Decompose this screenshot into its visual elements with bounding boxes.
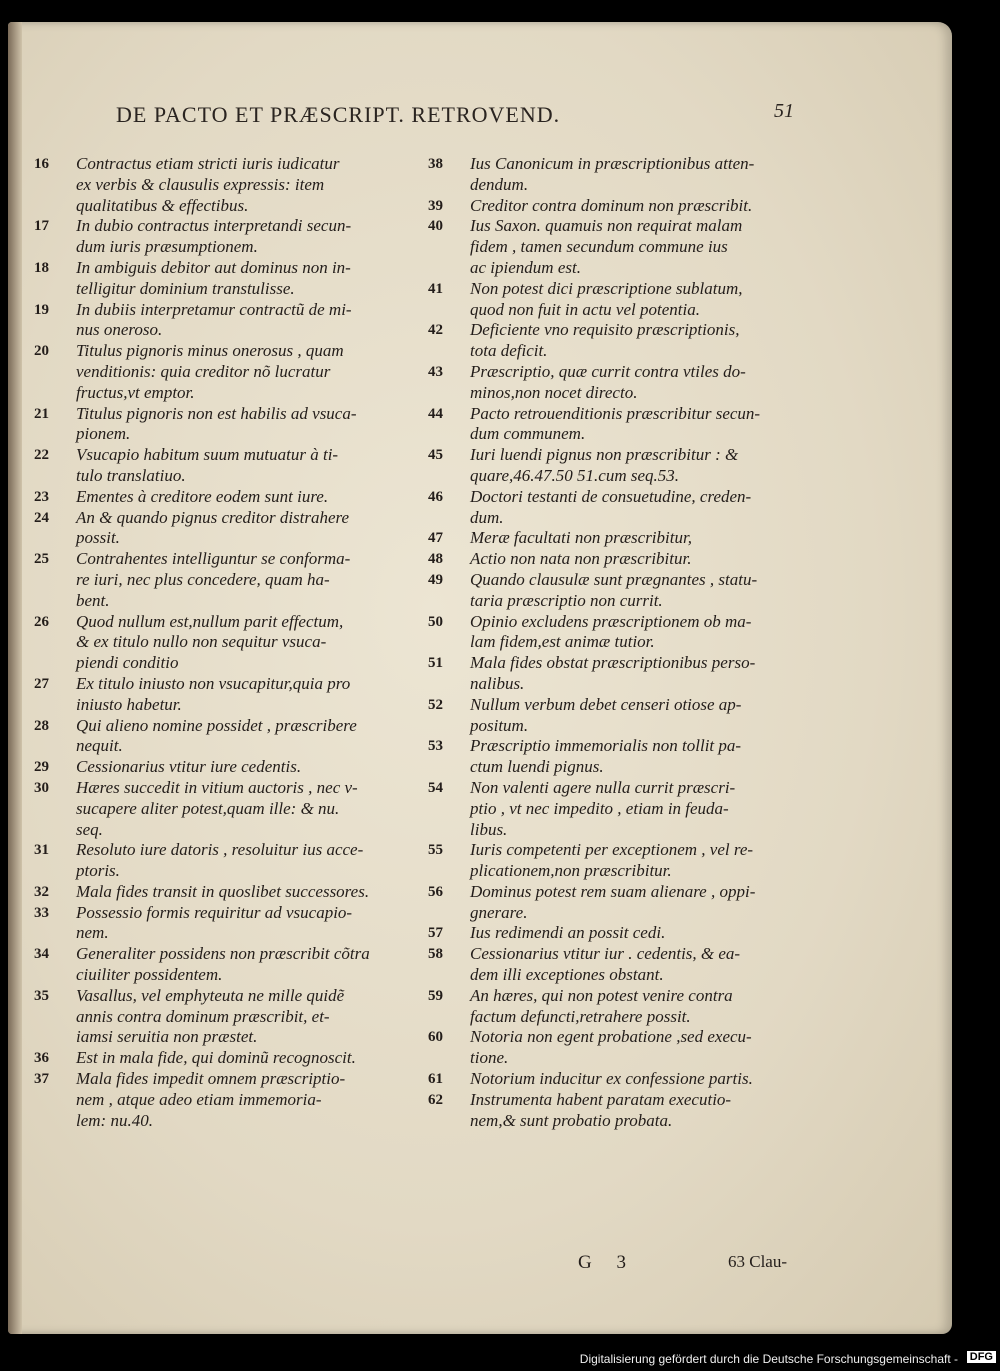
index-entry [34,1048,434,1069]
entry-text: Non valenti agere nulla currit præscri- ptio , vt nec impedito , etiam in feuda- libus. [470,777,736,839]
entry-number: 27 [34,675,49,692]
entry-number: 40 [428,218,443,235]
entry-text: Contrahentes intelliguntur se conforma- re iuri, nec plus concedere, quam ha- bent. [76,549,351,610]
page-number: 51 [774,100,794,122]
index-entry [34,258,434,300]
entry-text: In dubio contractus interpretandi secun- dum iuris præsumptionem. [76,216,352,257]
entry-number: 55 [428,842,443,859]
entry-text: In ambiguis debitor aut dominus non in- telligitur dominium transtulisse. [76,257,351,298]
dfg-logo: DFG [967,1351,996,1363]
entry-text: Non potest dici præscriptione sublatum, quod non fuit in actu vel potentia. [470,278,743,319]
index-entry [428,736,828,778]
entry-number: 53 [428,738,443,755]
entry-number: 54 [428,779,443,796]
entry-number: 41 [428,280,443,297]
entry-text: Quod nullum est,nullum parit effectum, & ex titulo nullo non sequitur vsuca- piendi conditio [76,611,344,673]
catchword: 63 Clau- [728,1252,788,1271]
entry-number: 20 [34,343,49,360]
entry-text: Nullum verbum debet censeri otiose ap- positum. [470,694,742,735]
index-entry [428,1027,828,1069]
entry-text: Generaliter possidens non præscribit cõtra ciuiliter possidentem. [76,944,370,985]
entry-text: Ementes à creditore eodem sunt iure. [76,486,329,506]
index-entry [428,528,828,549]
entry-text: Titulus pignoris non est habilis ad vsuca- pionem. [76,403,357,444]
entry-text: Resoluto iure datoris , resoluitur ius acce- ptoris. [76,840,364,881]
entry-text: An hæres, qui non potest venire contra factum defuncti,retrahere possit. [470,985,733,1026]
entry-number: 28 [34,717,49,734]
entry-number: 25 [34,551,49,568]
index-column-right [428,154,828,1131]
entry-text: Præscriptio, quæ currit contra vtiles do- minos,non nocet directo. [470,361,746,402]
entry-number: 34 [34,946,49,963]
entry-text: Possessio formis requiritur ad vsucapio- nem. [76,902,353,943]
entry-text: Deficiente vno requisito præscriptionis, tota deficit. [470,320,740,361]
index-entry [428,695,828,737]
index-entry [34,840,434,882]
entry-text: An & quando pignus creditor distrahere possit. [76,507,350,548]
entry-number: 30 [34,779,49,796]
entry-text: Mala fides transit in quoslibet successores. [76,881,370,901]
entry-number: 35 [34,987,49,1004]
entry-number: 38 [428,156,443,172]
index-entry [34,612,434,674]
index-entry [428,549,828,570]
index-entry [34,1069,434,1131]
entry-number: 32 [34,883,49,900]
index-entry [34,757,434,778]
entry-number: 51 [428,655,443,672]
entry-text: Mala fides impedit omnem præscriptio- nem , atque adeo etiam immemoria- lem: nu.40. [76,1069,346,1130]
entry-number: 39 [428,197,443,214]
entry-text: Instrumenta habent paratam executio- nem,& sunt probatio probata. [470,1089,732,1130]
entry-text: Creditor contra dominum non præscribit. [470,195,753,215]
index-entry [428,362,828,404]
entry-text: Doctori testanti de consuetudine, creden- dum. [470,486,752,527]
entry-number: 37 [34,1071,49,1088]
entry-text: Meræ facultati non præscribitur, [470,528,692,548]
credit-bar [0,1348,1000,1371]
index-entry [34,216,434,258]
entry-number: 45 [428,447,443,464]
entry-text: Notorium inducitur ex confessione partis. [470,1069,753,1089]
entry-number: 58 [428,946,443,963]
entry-text: Mala fides obstat præscriptionibus perso- nalibus. [470,653,756,693]
index-entry [428,1069,828,1090]
entry-text: Hæres succedit in vitium auctoris , nec v- sucapere aliter potest,quam ille: & nu. seq. [76,777,358,839]
entry-text: Notoria non egent probatione ,sed execu- tione. [470,1027,752,1068]
entry-number: 61 [428,1071,443,1088]
entry-number: 46 [428,488,443,505]
entry-text: Ius redimendi an possit cedi. [470,923,666,943]
index-entry [34,404,434,446]
entry-number: 52 [428,696,443,713]
index-entry [34,508,434,550]
entry-number: 59 [428,987,443,1004]
index-entry [428,653,828,695]
index-entry [34,903,434,945]
entry-text: Contractus etiam stricti iuris iudicatur ex verbis & clausulis expressis: item qualitatibus & effectibus. [76,154,340,215]
entry-text: Est in mala fide, qui dominũ recognoscit. [76,1048,356,1068]
index-entry [428,612,828,654]
index-entry [428,570,828,612]
entry-number: 44 [428,405,443,422]
entry-number: 43 [428,363,443,380]
entry-number: 19 [34,301,49,318]
credit-text: Digitalisierung gefördert durch die Deutsche Forschungsgemeinschaft - [579,1352,958,1366]
entry-number: 60 [428,1029,443,1046]
running-head: DE PACTO ET PRÆSCRIPT. RETROVEND. [116,102,561,127]
entry-number: 48 [428,551,443,568]
index-entry [34,778,434,840]
entry-number: 33 [34,904,49,921]
entry-text: Dominus potest rem suam alienare , oppi- gnerare. [470,881,756,922]
index-entry [428,216,828,278]
entry-number: 21 [34,405,49,422]
index-entry [34,944,434,986]
index-entry [34,445,434,487]
entry-number: 18 [34,259,49,276]
index-entry [428,404,828,446]
index-entry [428,923,828,944]
index-entry [428,882,828,924]
index-entry [34,882,434,903]
entry-number: 36 [34,1050,49,1067]
entry-text: Qui alieno nomine possidet , præscribere nequit. [76,715,357,756]
entry-number: 16 [34,156,49,172]
entry-number: 29 [34,759,49,776]
index-entry [428,1090,828,1132]
entry-number: 24 [34,509,49,526]
entry-text: Ex titulo iniusto non vsucapitur,quia pro iniusto habetur. [76,673,351,714]
entry-number: 17 [34,218,49,235]
index-entry [428,944,828,986]
index-entry [34,674,434,716]
entry-number: 42 [428,322,443,339]
entry-text: Opinio excludens præscriptionem ob ma- lam fidem,est animæ tutior. [470,611,752,652]
index-entry [428,445,828,487]
index-entry [428,196,828,217]
index-entry [34,341,434,403]
entry-number: 50 [428,613,443,630]
entry-number: 62 [428,1091,443,1108]
entry-number: 22 [34,447,49,464]
index-entry [34,986,434,1048]
index-entry [428,840,828,882]
index-entry [428,487,828,529]
entry-number: 47 [428,530,443,547]
entry-text: Actio non nata non præscribitur. [470,549,692,569]
entry-text: Vasallus, vel emphyteuta ne mille quidẽ annis contra dominum præscribit, et- iamsi seruitia non præstet. [76,985,345,1047]
entry-text: Quando clausulæ sunt prægnantes , statu- taria præscriptio non currit. [470,569,758,610]
signature-mark: G 3 [578,1252,636,1273]
index-entry [428,320,828,362]
index-entry [428,986,828,1028]
entry-text: Pacto retrouenditionis præscribitur secun- dum communem. [470,403,761,444]
page-spine-shadow [8,22,22,1334]
entry-text: Cessionarius vtitur iure cedentis. [76,757,302,777]
entry-number: 31 [34,842,49,859]
entry-text: Cessionarius vtitur iur . cedentis, & ea- dem illi exceptiones obstant. [470,944,741,985]
entry-text: Vsucapio habitum suum mutuatur à ti- tulo translatiuo. [76,445,339,485]
entry-number: 57 [428,925,443,942]
entry-text: Ius Canonicum in præscriptionibus atten- dendum. [470,154,755,194]
entry-text: Ius Saxon. quamuis non requirat malam fidem , tamen secundum commune ius ac ipiendum est. [470,216,743,277]
index-entry [428,778,828,840]
index-column-left [34,154,434,1131]
entry-text: In dubiis interpretamur contractũ de mi- nus oneroso. [76,299,352,340]
index-entry [428,279,828,321]
entry-text: Iuri luendi pignus non præscribitur : & quare,46.47.50 51.cum seq.53. [470,445,739,485]
entry-number: 23 [34,488,49,505]
entry-number: 26 [34,613,49,630]
index-entry [34,716,434,758]
entry-text: Iuris competenti per exceptionem , vel re- plicationem,non præscribitur. [470,840,754,881]
index-entry [428,154,828,196]
index-entry [34,549,434,611]
entry-number: 49 [428,571,443,588]
book-page [8,22,952,1334]
entry-number: 56 [428,883,443,900]
index-entry [34,487,434,508]
index-entry [34,154,434,216]
index-entry [34,300,434,342]
entry-text: Præscriptio immemorialis non tollit pa- ctum luendi pignus. [470,736,742,777]
entry-text: Titulus pignoris minus onerosus , quam venditionis: quia creditor nõ lucratur fructus,vt emptor. [76,341,344,402]
